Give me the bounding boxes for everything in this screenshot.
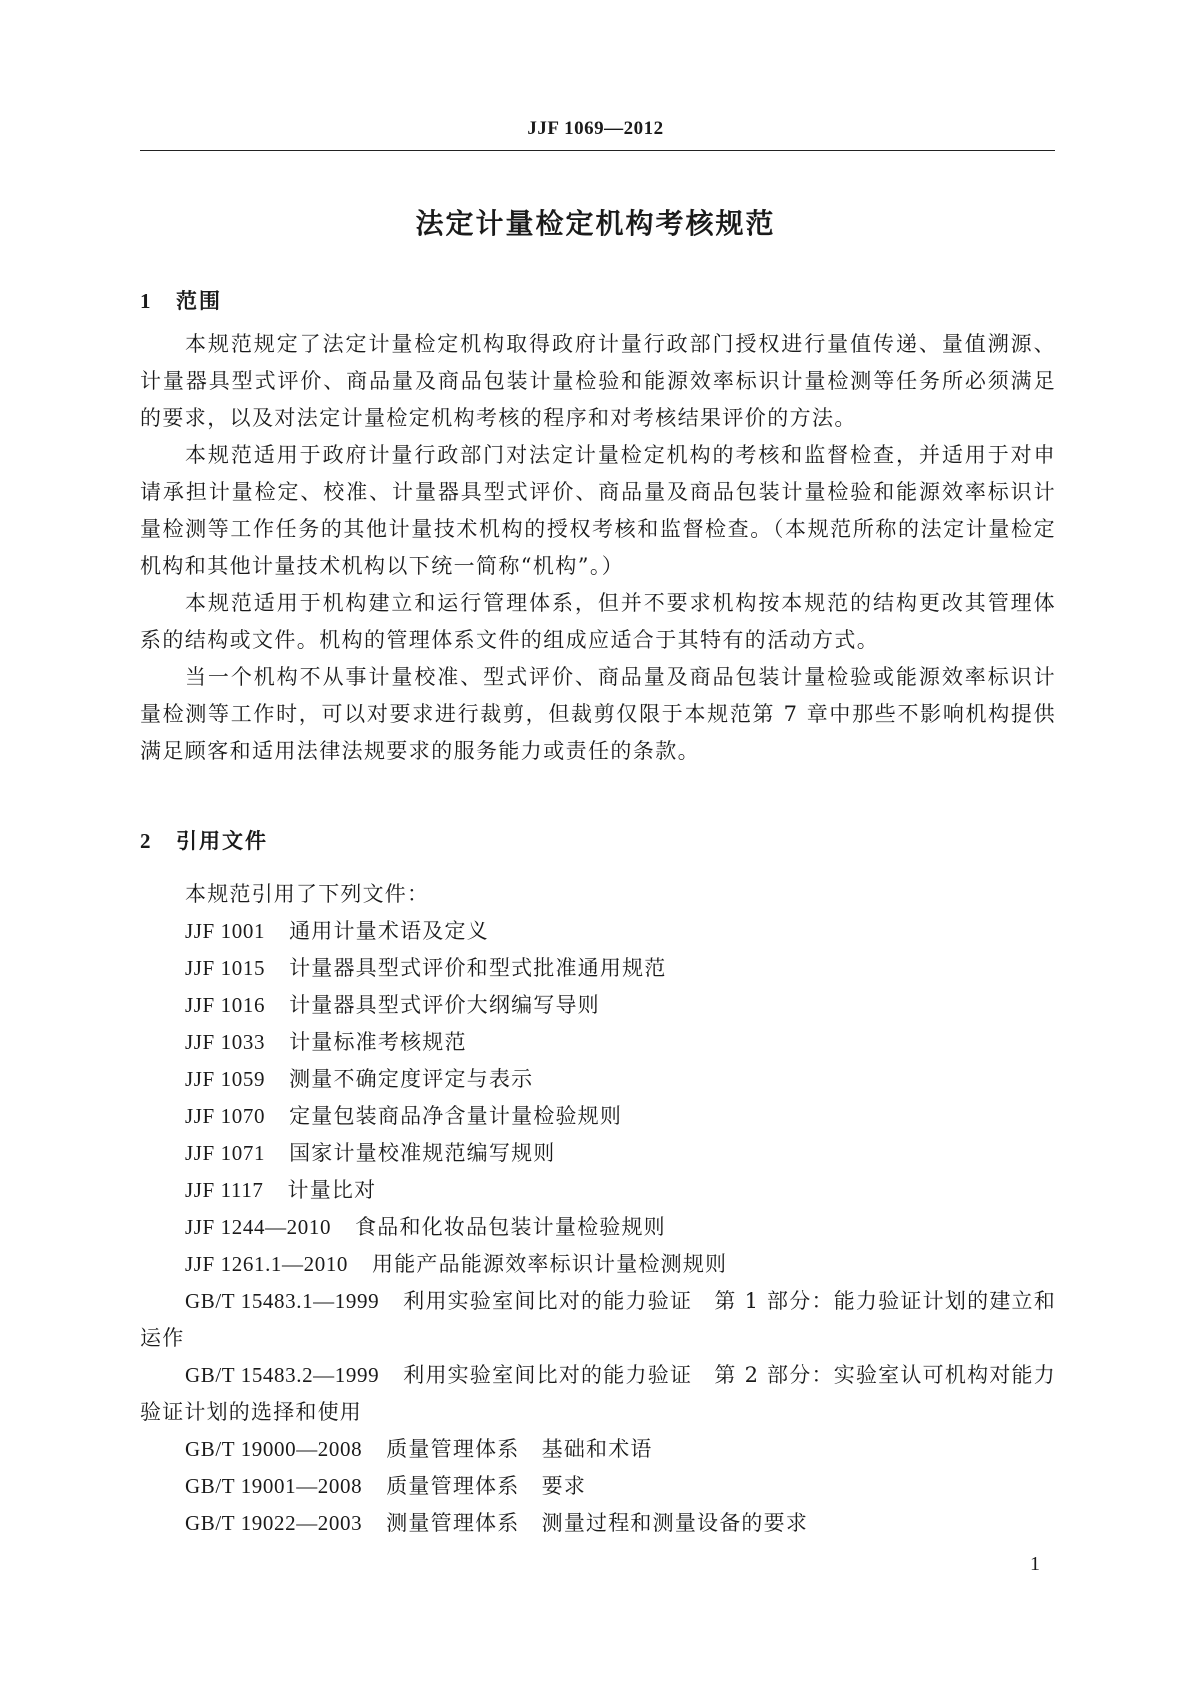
paragraph: 本规范适用于机构建立和运行管理体系，但并不要求机构按本规范的结构更改其管理体系的结构或文件。机构的管理体系文件的组成应适合于其特有的活动方式。 bbox=[140, 591, 1056, 652]
paragraph: 本规范规定了法定计量检定机构取得政府计量行政部门授权进行量值传递、量值溯源、计量器具型式评价、商品量及商品包装计量检验和能源效率标识计量检测等任务所必须满足的要求，以及对法定计量检定机构考核的程序和对考核结果评价的方法。 bbox=[140, 332, 1056, 430]
reference-intro: 本规范引用了下列文件： bbox=[185, 882, 430, 906]
document-title: 法定计量检定机构考核规范 bbox=[415, 207, 776, 240]
reference-title: 计量标准考核规范 bbox=[289, 1030, 467, 1054]
reference-code: GB/T 15483.1—1999 bbox=[185, 1289, 380, 1313]
reference-item bbox=[140, 1431, 1056, 1468]
page-number: 1 bbox=[1030, 1553, 1040, 1575]
reference-code: GB/T 19000—2008 bbox=[185, 1437, 363, 1461]
reference-list bbox=[140, 876, 1056, 1542]
reference-item bbox=[140, 1468, 1056, 1505]
paragraph: 本规范适用于政府计量行政部门对法定计量检定机构的考核和监督检查，并适用于对申请承担计量检定、校准、计量器具型式评价、商品量及商品包装计量检验和能源效率标识计量检测等工作任务的其他计量技术机构的授权考核和监督检查。（本规范所称的法定计量检定机构和其他计量技术机构以下统一简称“机构”。） bbox=[140, 443, 1056, 578]
reference-item bbox=[140, 950, 1056, 987]
paragraph: 当一个机构不从事计量校准、型式评价、商品量及商品包装计量检验或能源效率标识计量检测等工作时，可以对要求进行裁剪，但裁剪仅限于本规范第 7 章中那些不影响机构提供满足顾客和适用法律法规要求的服务能力或责任的条款。 bbox=[140, 665, 1056, 763]
reference-item bbox=[140, 1283, 1056, 1357]
reference-item bbox=[140, 1024, 1056, 1061]
reference-title: 通用计量术语及定义 bbox=[289, 919, 489, 943]
standard-code-header: JJF 1069—2012 bbox=[527, 118, 664, 139]
reference-item bbox=[140, 1246, 1056, 1283]
section-title: 范围 bbox=[176, 289, 222, 313]
reference-title: 食品和化妆品包装计量检验规则 bbox=[355, 1215, 666, 1239]
reference-item bbox=[140, 1135, 1056, 1172]
reference-code: JJF 1071 bbox=[185, 1141, 266, 1165]
section-title: 引用文件 bbox=[176, 829, 268, 853]
reference-item bbox=[140, 1357, 1056, 1431]
reference-code: JJF 1015 bbox=[185, 956, 266, 980]
reference-code: GB/T 19022—2003 bbox=[185, 1511, 363, 1535]
reference-item bbox=[140, 913, 1056, 950]
reference-title: 测量管理体系 测量过程和测量设备的要求 bbox=[386, 1511, 809, 1535]
reference-title: 利用实验室间比对的能力验证 第 2 部分：实验室认可机构对能力验证计划的选择和使用 bbox=[140, 1363, 1056, 1424]
reference-title: 质量管理体系 要求 bbox=[386, 1474, 587, 1498]
reference-title: 计量器具型式评价和型式批准通用规范 bbox=[289, 956, 667, 980]
reference-code: JJF 1001 bbox=[185, 919, 266, 943]
reference-title: 用能产品能源效率标识计量检测规则 bbox=[372, 1252, 728, 1276]
reference-code: JJF 1117 bbox=[185, 1178, 264, 1202]
section-number: 1 bbox=[140, 289, 153, 313]
section-heading-scope bbox=[140, 285, 222, 315]
reference-item bbox=[140, 1098, 1056, 1135]
section-heading-references bbox=[140, 825, 268, 855]
reference-item bbox=[140, 1061, 1056, 1098]
reference-title: 计量器具型式评价大纲编写导则 bbox=[289, 993, 600, 1017]
header-divider bbox=[140, 150, 1055, 151]
reference-code: JJF 1261.1—2010 bbox=[185, 1252, 349, 1276]
reference-title: 计量比对 bbox=[287, 1178, 377, 1202]
section-number: 2 bbox=[140, 829, 153, 853]
reference-item bbox=[140, 987, 1056, 1024]
reference-code: JJF 1033 bbox=[185, 1030, 266, 1054]
reference-item bbox=[140, 1172, 1056, 1209]
reference-title: 定量包装商品净含量计量检验规则 bbox=[289, 1104, 623, 1128]
reference-title: 国家计量校准规范编写规则 bbox=[289, 1141, 556, 1165]
reference-item bbox=[140, 1505, 1056, 1542]
reference-title: 利用实验室间比对的能力验证 第 1 部分：能力验证计划的建立和运作 bbox=[140, 1289, 1056, 1350]
reference-code: JJF 1016 bbox=[185, 993, 266, 1017]
reference-code: JJF 1059 bbox=[185, 1067, 266, 1091]
reference-item bbox=[140, 1209, 1056, 1246]
reference-code: GB/T 19001—2008 bbox=[185, 1474, 363, 1498]
reference-code: JJF 1070 bbox=[185, 1104, 266, 1128]
reference-code: JJF 1244—2010 bbox=[185, 1215, 332, 1239]
reference-title: 测量不确定度评定与表示 bbox=[289, 1067, 534, 1091]
reference-code: GB/T 15483.2—1999 bbox=[185, 1363, 380, 1387]
reference-title: 质量管理体系 基础和术语 bbox=[386, 1437, 653, 1461]
